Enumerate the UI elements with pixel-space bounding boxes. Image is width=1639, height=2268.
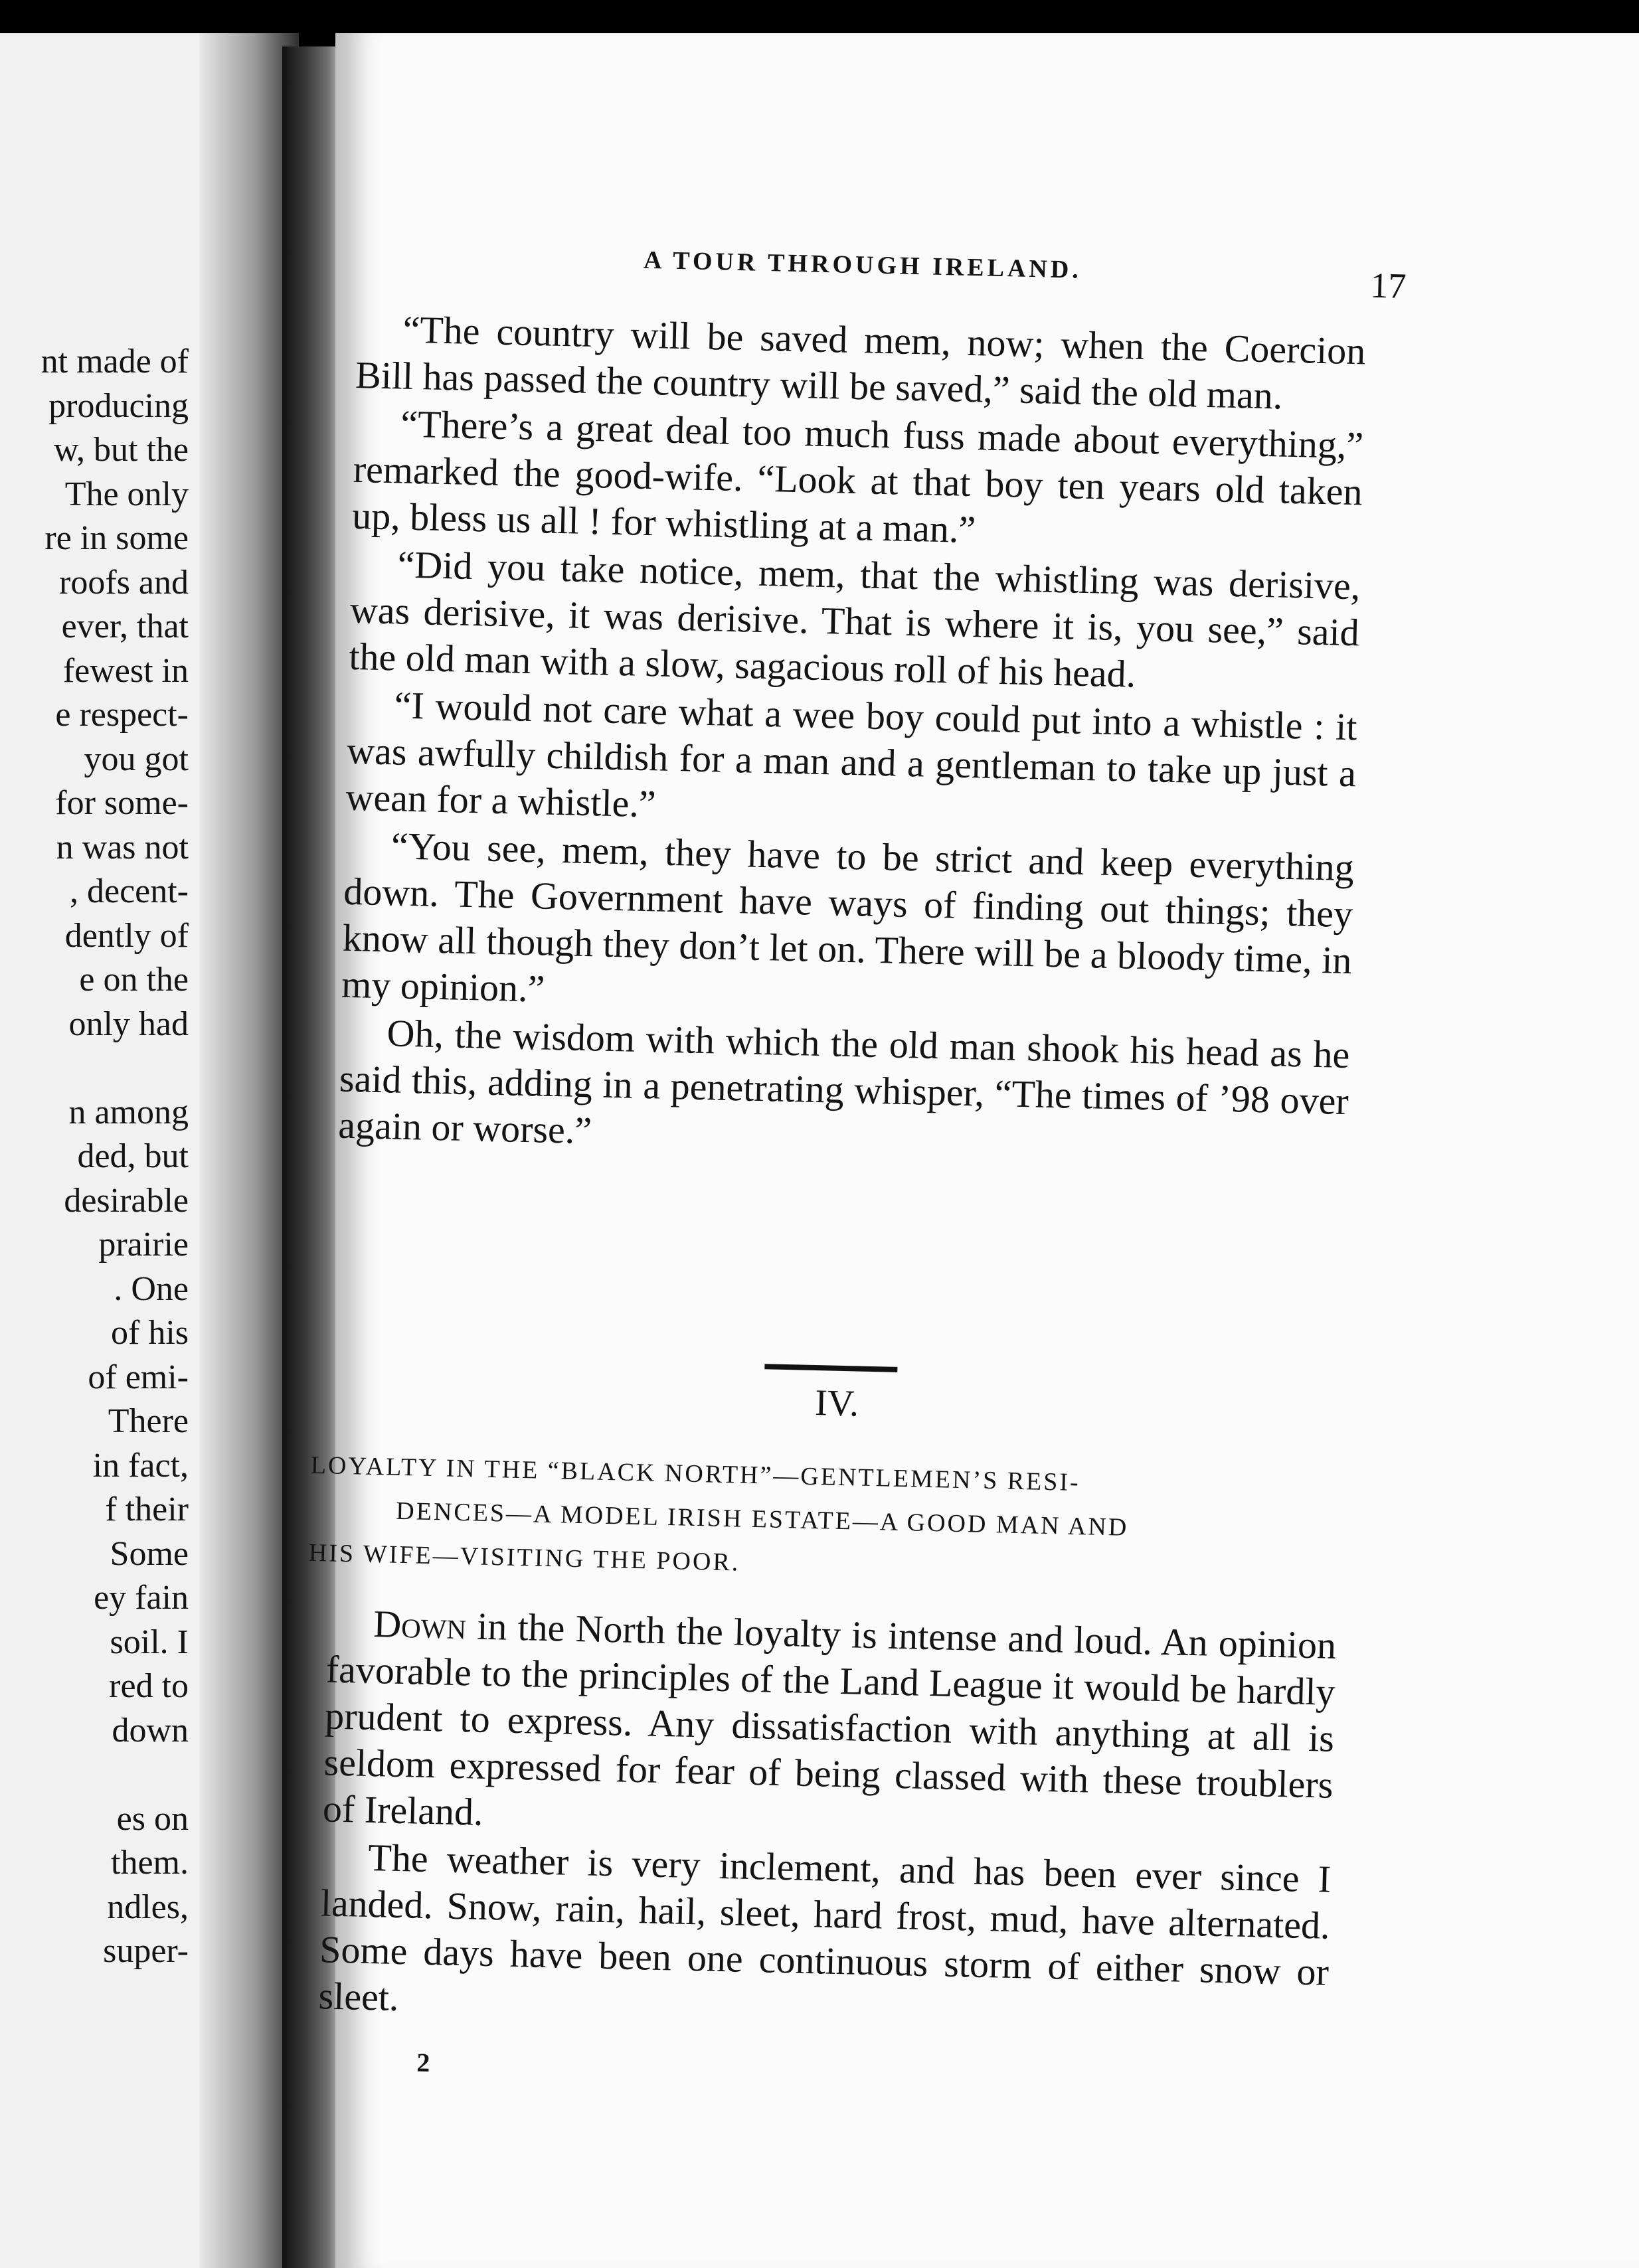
left-page-line: of his: [111, 1314, 189, 1352]
left-page-line: re in some: [44, 519, 189, 557]
signature-mark: 2: [416, 2047, 430, 2078]
left-page-line: , decent-: [69, 872, 189, 910]
left-page-line: of emi-: [88, 1358, 189, 1396]
drop-lead-word: Down: [373, 1602, 467, 1648]
left-page-line: red to: [109, 1667, 189, 1705]
left-page-line: The only: [64, 475, 189, 513]
chapter-body: [318, 1599, 1337, 2042]
left-page-line: desirable: [64, 1181, 189, 1220]
left-page-line: ey fain: [94, 1579, 189, 1617]
left-page-line: es on: [116, 1799, 189, 1838]
paragraph: “There’s a great deal too much fuss made about everything,” remarked the good-wife. “Look at that boy ten years old taken up, bless us all ! for whistling at a man.”: [351, 402, 1364, 552]
left-page-line: prairie: [98, 1226, 189, 1263]
left-page-line: for some-: [55, 784, 189, 822]
left-page-line: fewest in: [62, 651, 189, 690]
paragraph-text: in the North the loyalty is intense and loud. An opinion favorable to the principles of the Land League it would be hardly prudent to express. Any dissatisfaction with anything at all is seldom expressed for fear of being classed with these troublers of Ireland.: [322, 1604, 1337, 1834]
left-page-line: . One: [114, 1269, 189, 1308]
running-head: A TOUR THROUGH IRELAND.: [643, 246, 1082, 284]
left-page-line: ndles,: [107, 1888, 189, 1926]
paragraph: “I would not care what a wee boy could put into a whistle : it was awfully childish for a man and a gentleman to take up just a wean for a whistle.”: [345, 683, 1358, 826]
left-page-line: Some: [110, 1534, 189, 1573]
left-page-line: soil. I: [110, 1623, 189, 1661]
left-page-line: e on the: [79, 961, 189, 999]
left-page-line: them.: [111, 1844, 189, 1882]
left-page-line: n among: [68, 1093, 189, 1131]
paragraph: [322, 1599, 1337, 1854]
paragraph: “You see, mem, they have to be strict and keep everything down. The Government have ways of finding out things; they know all though they don’t let on. There will be a bloody time, in my opinion.”: [341, 824, 1355, 1011]
left-page-line: nt made of: [41, 343, 189, 380]
synopsis-line: DENCES—A MODEL IRISH ESTATE—A GOOD MAN AND: [395, 1497, 1129, 1542]
paragraph: “The country will be saved mem, now; when the Coercion Bill has passed the country will be saved,” said the old man.: [355, 307, 1367, 418]
chapter-synopsis: [308, 1443, 1347, 1598]
left-page-line: f their: [105, 1491, 189, 1528]
left-page-line: producing: [48, 386, 189, 425]
paragraph: Oh, the wisdom with which the old man shook his head as he said this, adding in a penetrating whisper, “The times of ’98 over again or worse.”: [337, 1011, 1351, 1153]
paragraph: The weather is very inclement, and has been ever since I landed. Snow, rain, hail, sleet, hard frost, mud, have alternated. Some days have been one continuous storm of either snow or sleet.: [317, 1835, 1332, 2020]
synopsis-line: HIS WIFE—VISITING THE POOR.: [308, 1538, 740, 1577]
left-page-line: e respect-: [55, 696, 189, 734]
paragraph: “Did you take notice, mem, that the whistling was derisive, was derisive, it was derisive. That is where it is, you see,” said the old man with a slow, sagacious roll of his head.: [348, 542, 1361, 696]
left-page-line: n was not: [56, 828, 189, 866]
left-page-line: in fact,: [92, 1446, 189, 1485]
page-number: 17: [1369, 265, 1407, 306]
left-page-line: super-: [103, 1932, 189, 1970]
left-page-line: down: [112, 1711, 189, 1749]
left-page-line: ded, but: [77, 1137, 189, 1175]
left-page-line: only had: [68, 1005, 189, 1043]
left-page-line: w, but the: [53, 431, 189, 469]
left-page-line: you got: [84, 740, 189, 778]
synopsis-line: LOYALTY IN THE “BLACK NORTH”—GENTLEMEN’S RESI-: [310, 1451, 1081, 1497]
dialogue-paragraphs: [338, 305, 1366, 1171]
chapter-number: IV.: [814, 1382, 859, 1425]
left-page-line: There: [108, 1402, 189, 1440]
left-page-line: ever, that: [61, 608, 189, 645]
left-page-line: roofs and: [59, 563, 189, 602]
left-page-line: dently of: [64, 916, 189, 955]
